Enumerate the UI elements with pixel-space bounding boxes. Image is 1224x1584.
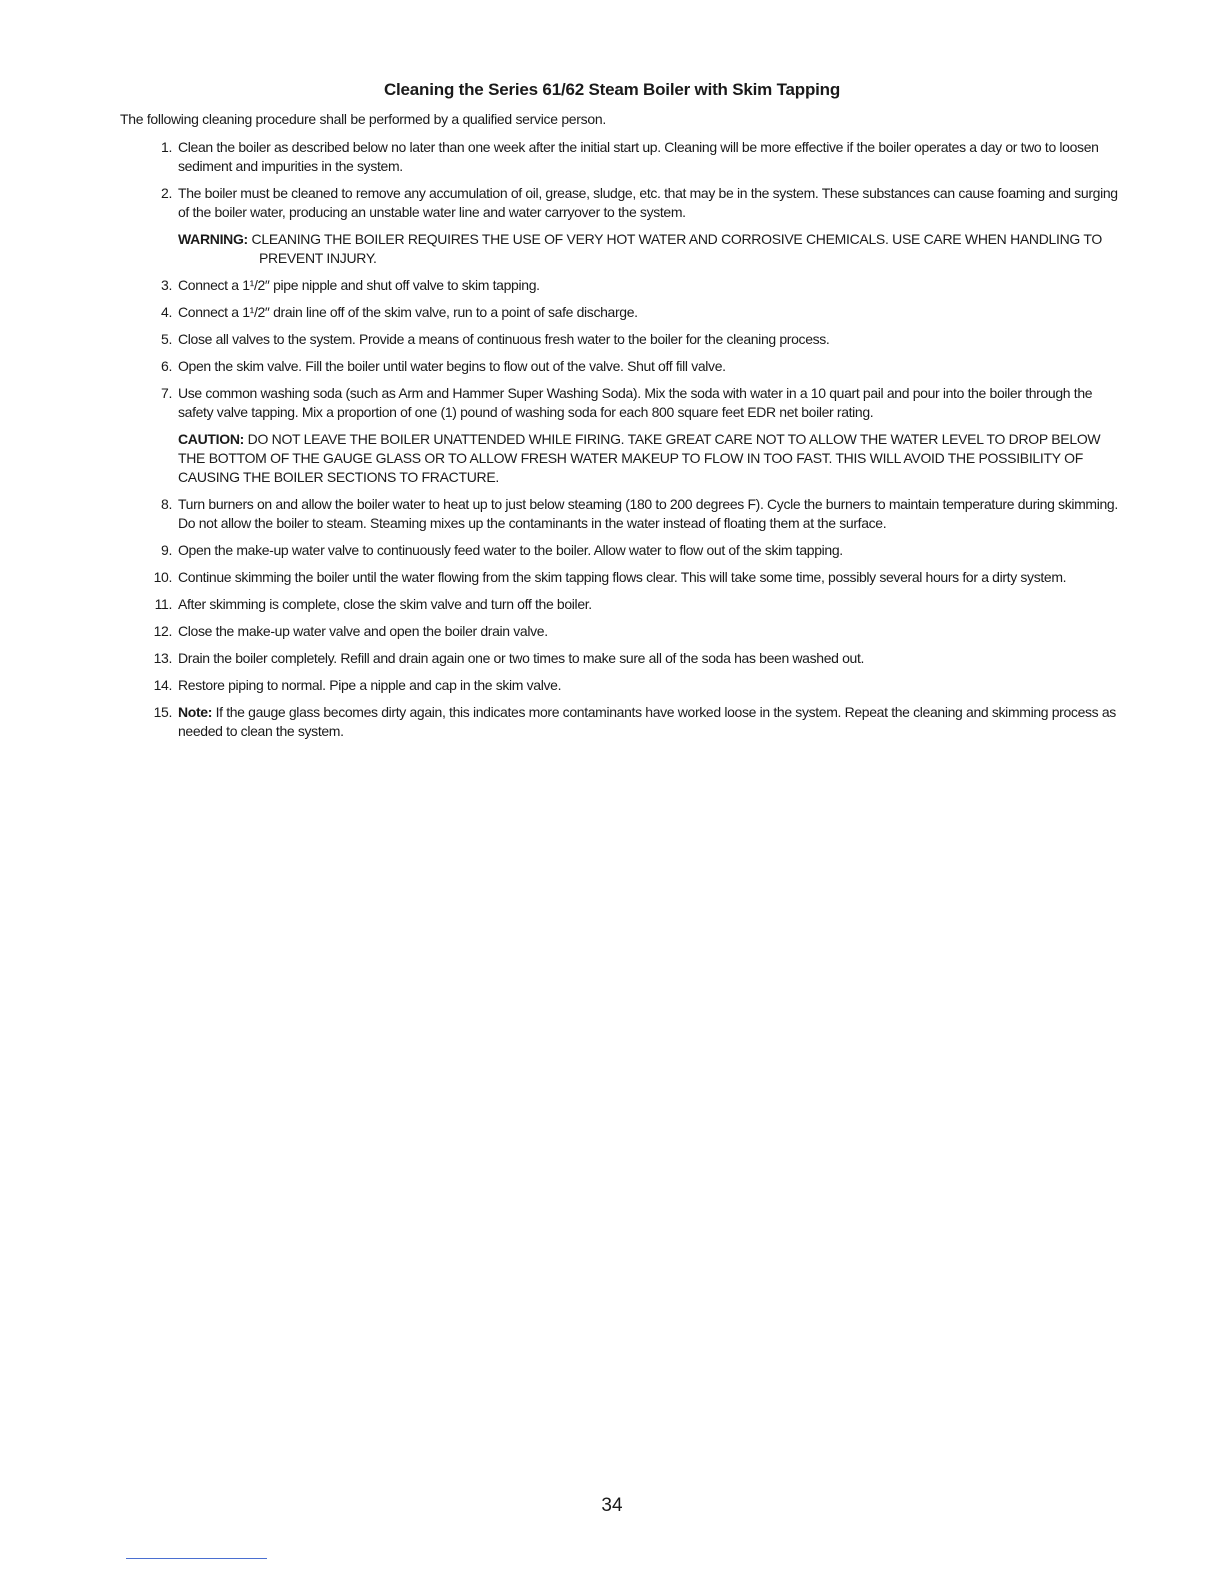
warning-notice — [120, 230, 1120, 268]
step-number: 6. — [161, 358, 172, 374]
step-1 — [120, 138, 1120, 176]
step-8 — [120, 495, 1120, 533]
step-number: 15. — [153, 704, 172, 720]
step-text: Close all valves to the system. Provide a means of continuous fresh water to the boiler for the cleaning process. — [178, 331, 830, 347]
step-text: Connect a 1¹/2″ pipe nipple and shut off valve to skim tapping. — [178, 277, 540, 293]
step-number: 7. — [161, 385, 172, 401]
page-title: Cleaning the Series 61/62 Steam Boiler with Skim Tapping — [383, 80, 841, 99]
caution-text: DO NOT LEAVE THE BOILER UNATTENDED WHILE FIRING. TAKE GREAT CARE NOT TO ALLOW THE WATER LEVEL TO DROP BELOW THE BOTTOM OF THE GAUGE GLASS OR TO ALLOW FRESH WATER MAKEUP TO FLOW IN TOO FAST. THIS WILL AVOID THE POSSIBILITY OF CAUSING THE BOILER SECTIONS TO FRACTURE. — [178, 431, 1101, 485]
step-number: 8. — [161, 496, 172, 512]
step-10 — [120, 568, 1120, 587]
step-text: Use common washing soda (such as Arm and Hammer Super Washing Soda). Mix the soda with water in a 10 quart pail and pour into the boiler through the safety valve tapping. Mix a proportion of one (1) pound of washing soda for each 800 square feet EDR net boiler rating. — [178, 385, 1093, 420]
step-number: 5. — [161, 331, 172, 347]
step-9 — [120, 541, 1120, 560]
step-number: 14. — [153, 677, 172, 693]
step-12 — [120, 622, 1120, 641]
warning-text: CLEANING THE BOILER REQUIRES THE USE OF VERY HOT WATER AND CORROSIVE CHEMICALS. USE CARE WHEN HANDLING TO PREVENT INJURY. — [251, 231, 1102, 266]
step-text: Open the skim valve. Fill the boiler until water begins to flow out of the valve. Shut off fill valve. — [178, 358, 726, 374]
step-text: Drain the boiler completely. Refill and drain again one or two times to make sure all of the soda has been washed out. — [178, 650, 865, 666]
step-number: 13. — [153, 650, 172, 666]
step-number: 11. — [154, 596, 172, 612]
step-13 — [120, 649, 1120, 668]
step-number: 4. — [161, 304, 172, 320]
step-text: Connect a 1¹/2″ drain line off of the skim valve, run to a point of safe discharge. — [178, 304, 638, 320]
step-7 — [120, 384, 1120, 422]
step-number: 3. — [161, 277, 172, 293]
footer-rule — [126, 1558, 267, 1559]
step-text: If the gauge glass becomes dirty again, this indicates more contaminants have worked loose in the system. Repeat the cleaning and skimming process as needed to clean the system. — [178, 704, 1116, 739]
step-text: Turn burners on and allow the boiler water to heat up to just below steaming (180 to 200 degrees F). Cycle the burners to maintain temperature during skimming. Do not allow the boiler to steam. Steaming mixes up the contaminants in the water instead of floating them at the surface. — [178, 496, 1118, 531]
page-number: 34 — [601, 1495, 623, 1516]
step-5 — [120, 330, 1120, 349]
step-11 — [120, 595, 1120, 614]
caution-notice — [120, 430, 1120, 487]
step-text: Open the make-up water valve to continuously feed water to the boiler. Allow water to flow out of the skim tapping. — [178, 542, 843, 558]
step-14 — [120, 676, 1120, 695]
intro-text: The following cleaning procedure shall be performed by a qualified service person. — [120, 111, 606, 127]
step-4 — [120, 303, 1120, 322]
step-number: 1. — [161, 139, 172, 155]
step-number: 12. — [153, 623, 172, 639]
step-15 — [120, 703, 1120, 741]
step-text: The boiler must be cleaned to remove any accumulation of oil, grease, sludge, etc. that may be in the system. These substances can cause foaming and surging of the boiler water, producing an unstable water line and water carryover to the system. — [178, 185, 1118, 220]
note-label: Note: — [178, 704, 213, 720]
step-text: Restore piping to normal. Pipe a nipple and cap in the skim valve. — [178, 677, 562, 693]
step-text: Continue skimming the boiler until the water flowing from the skim tapping flows clear. This will take some time, possibly several hours for a dirty system. — [178, 569, 1067, 585]
step-text: After skimming is complete, close the skim valve and turn off the boiler. — [178, 596, 592, 612]
step-text: Clean the boiler as described below no later than one week after the initial start up. Cleaning will be more effective if the boiler operates a day or two to loosen sediment and impurities in the system. — [178, 139, 1099, 174]
step-3 — [120, 276, 1120, 295]
step-2 — [120, 184, 1120, 222]
step-text: Close the make-up water valve and open the boiler drain valve. — [178, 623, 548, 639]
caution-label: CAUTION: — [178, 431, 245, 447]
warning-label: WARNING: — [178, 231, 248, 247]
step-6 — [120, 357, 1120, 376]
step-number: 10. — [153, 569, 172, 585]
step-number: 9. — [161, 542, 172, 558]
step-number: 2. — [161, 185, 172, 201]
procedure-steps — [120, 138, 1120, 749]
